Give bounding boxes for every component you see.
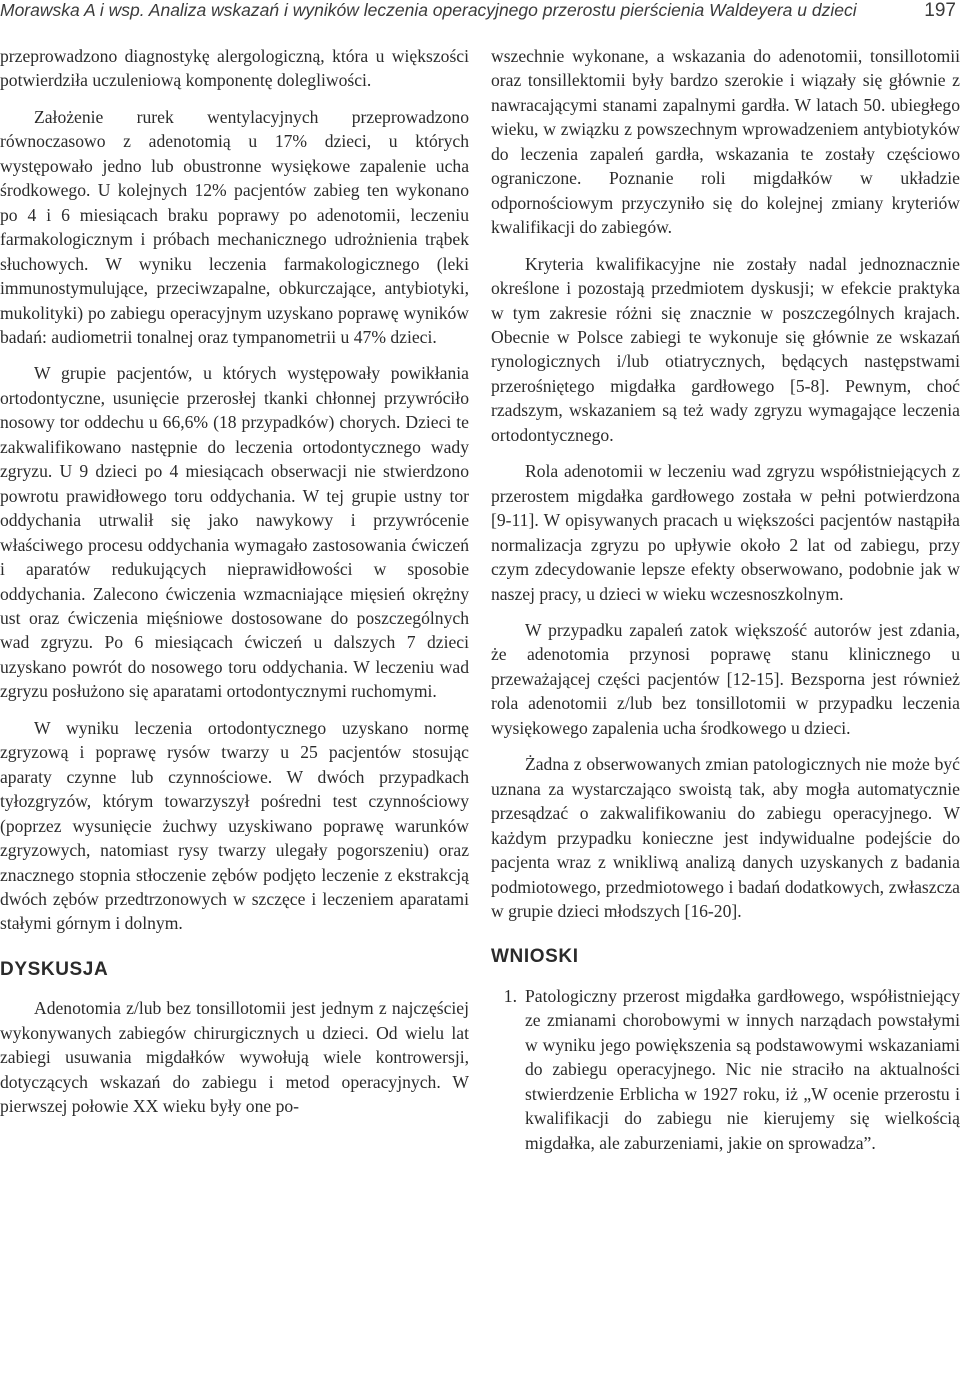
- conclusions-list: [491, 984, 960, 1155]
- right-column: [491, 44, 960, 1155]
- left-column: [0, 44, 469, 1131]
- paragraph-ventilation-tubes: Założenie rurek wentylacyjnych przeprowadzono równoczasowo z adenotomią u 17% dzieci, u których występowało jedno lub obustronne wysiękowe zapalenie ucha środkowego. U kolejnych 12% pacjentów zabieg ten wykonano po 4 i 6 miesiącach braku poprawy po adenotomii, leczeniu farmakologicznym i próbach mechanicznego udrożnienia trąbek słuchowych. W wyniku leczenia farmakologicznego (leki immunostymulujące, przeciwzapalne, obkurczające, antybiotyki, mukolityki) po zabiegu operacyjnym uzyskano poprawę wyników badań: audiometrii tonalnej oraz tympanometrii u 47% dzieci.: [0, 106, 469, 347]
- paragraph-history: wszechnie wykonane, a wskazania do adenotomii, tonsillotomii oraz tonsillektomii były bardzo szerokie i wiązały się głównie z nawracającymi stanami zapalnymi gardła. W latach 50. ubiegłego wieku, w związku z powszechnym wprowadzeniem antybiotyków do leczenia zapaleń gardła, wskazania te zostały częściowo ograniczone. Poznanie roli migdałków w układzie odpornościowym przyczyniło się do kolejnej zmiany kryteriów kwalifikacji do zabiegów.: [491, 46, 960, 238]
- page-number: 197: [924, 0, 956, 21]
- paragraph-orthodontic-complications: W grupie pacjentów, u których występowały powikłania ortodontyczne, usunięcie przerosłej tkanki chłonnej przywróciło nosowy tor oddechu u 66,6% (18 przypadków) chorych. Dzieci te zakwalifikowano następnie do leczenia ortodontycznego wady zgryzu. U 9 dzieci po 4 miesiącach obserwacji nie stwierdzono powrotu prawidłowego toru oddychania. W tej grupie ustny tor oddychania utrwalił się jako nawykowy i przywrócenie właściwego procesu oddychania wymagało zastosowania ćwiczeń i aparatów redukujących nieprawidłowości w sposobie oddychania. Zalecono ćwiczenia wzmacniające mięsień okrężny ust oraz ćwiczenia mięśniowe dostosowane do poszczególnych wad zgryzu. Po 6 miesiącach ćwiczeń u dalszych 7 dzieci uzyskano powrót do nosowego toru oddychania. W leczeniu wad zgryzu posłużono się aparatami ortodontycznymi ruchomymi.: [0, 363, 469, 702]
- list-item: [491, 984, 960, 1155]
- heading-conclusions: WNIOSKI: [491, 946, 579, 968]
- paragraph-sinusitis: W przypadku zapaleń zatok większość autorów jest zdania, że adenotomia przynosi poprawę stanu klinicznego u przeważającej części pacjentów [12-15]. Bezsporna jest również rola adenotomii z/lub bez tonsillotomii w przypadku leczenia wysiękowego zapalenia ucha środkowego u dzieci.: [491, 619, 960, 738]
- list-item-text: Patologiczny przerost migdałka gardłowego, współistniejący ze zmianami chorobowymi w innych narządach powstałymi w wyniku jego powiększenia są podstawowymi wskazaniami do zabiegu operacyjnego. Nic nie straciło na aktualności stwierdzenie Erblicha w 1927 roku, iż „W ocenie przerostu i kwalifikacji do zabiegu nie kierujemy się wielkością migdałka, ale zaburzeniami, jakie on sprowadza”.: [525, 985, 960, 1153]
- paragraph-allergology: przeprowadzono diagnostykę alergologiczną, która u większości potwierdziła uczuleniową komponentę dolegliwości.: [0, 46, 469, 91]
- paragraph-orthodontic-results: W wyniku leczenia ortodontycznego uzyskano normę zgryzową i poprawę rysów twarzy u 25 pacjentów stosując aparaty czynne lub czynnościowe. W dwóch przypadkach tyłozgryzów, którym towarzyszył pośredni test czynnościowy (poprzez wysunięcie żuchwy uzyskiwano poprawę warunków zgryzowych, natomiast rysy twarzy ulegały pogorszeniu) oraz znacznego stopnia stłoczenie zębów podjęto leczenie z ekstrakcją dwóch zębów przedtrzonowych w szczęce i leczeniem aparatami stałymi górnym i dolnym.: [0, 717, 469, 934]
- heading-discussion: DYSKUSJA: [0, 958, 109, 980]
- paragraph-discussion-intro: Adenotomia z/lub bez tonsillotomii jest jednym z najczęściej wykonywanych zabiegów chirurgicznych u dzieci. Od wielu lat zabiegi usuwania migdałków wywołują wiele kontrowersji, dotyczących wskazań do zabiegu i metod operacyjnych. W pierwszej połowie XX wieku były one po-: [0, 998, 469, 1117]
- list-item-marker: 1.: [503, 985, 517, 1006]
- paragraph-criteria: Kryteria kwalifikacyjne nie zostały nadal jednoznacznie określone i pozostają przedmiotem dyskusji; w efekcie praktyka w tym zakresie różni się znacznie w poszczególnych krajach. Obecnie w Polsce zabiegi te wykonuje się głównie ze wskazań rynologicznych i/lub otiatrycznych, będących następstwami przerośniętego migdałka gardłowego [5-8]. Pewnym, choć rzadszym, wskazaniem są też wady zgryzu wymagające leczenia ortodontycznego.: [491, 253, 960, 445]
- running-header: [0, 0, 960, 28]
- paragraph-individual-approach: Żadna z obserwowanych zmian patologicznych nie może być uznana za wystarczająco swoistą tak, aby mogła automatycznie przesądzać o zakwalifikowaniu do zabiegu operacyjnego. W każdym przypadku konieczne jest indywidualne podejście do pacjenta wraz z wnikliwą analizą danych uzyskanych z badania podmiotowego, przedmiotowego i badań dodatkowych, zwłaszcza w grupie dzieci młodszych [16-20].: [491, 754, 960, 921]
- paragraph-malocclusion: Rola adenotomii w leczeniu wad zgryzu współistniejących z przerostem migdałka gardłowego została w pełni potwierdzona [9-11]. W opisywanych pracach u większości pacjentów nastąpiła normalizacja zgryzu po upływie około 2 lat od zabiegu, przy czym zdecydowanie lepsze efekty obserwowano, podobnie jak w naszej pracy, u dzieci w wieku wczesnoszkolnym.: [491, 461, 960, 604]
- running-header-title: Morawska A i wsp. Analiza wskazań i wyników leczenia operacyjnego przerostu pierścienia Waldeyera u dzieci: [0, 0, 857, 20]
